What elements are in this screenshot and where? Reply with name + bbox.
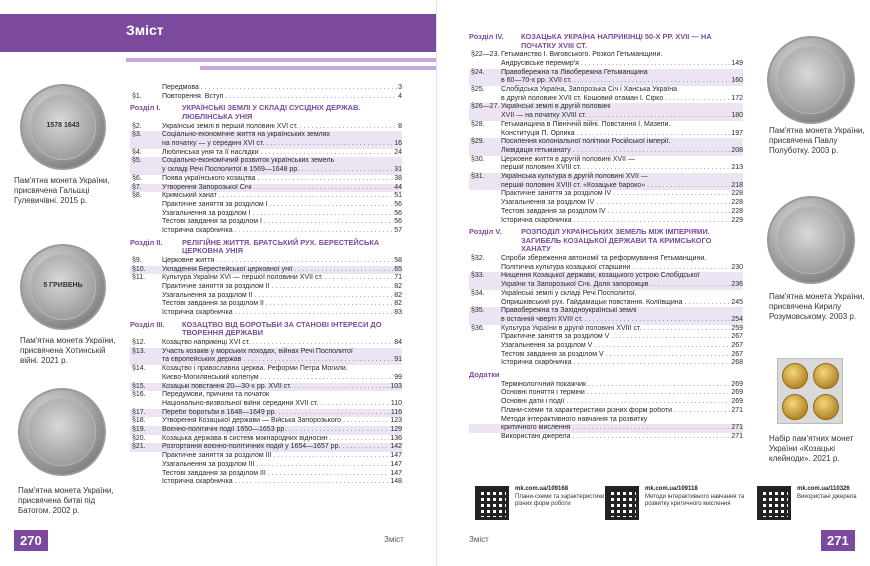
toc-entry[interactable] (469, 217, 743, 226)
toc-entry[interactable] (130, 309, 402, 318)
toc-entry[interactable] (469, 138, 743, 147)
toc-entry[interactable] (469, 103, 743, 112)
toc-entry-page: 3 (398, 84, 402, 91)
toc-entry-page: 228 (731, 199, 743, 207)
toc-entry-title: Козацтво і православна церква. Реформи Петра Могили. (162, 365, 348, 373)
coin-set-image (777, 358, 843, 424)
toc-entry-title: критичного мислення . . . (501, 424, 730, 433)
toc-entry-title: Слобідська Україна, Запорозька Січ і Ханська Україна (501, 86, 677, 93)
toc-entry[interactable] (130, 339, 402, 348)
coin-caption: Пам'ятна монета України, присвячена Хотинській війні. 2021 р. (20, 336, 116, 365)
toc-section-label: Розділ ІІ. (130, 237, 163, 247)
toc-entry[interactable] (469, 398, 743, 407)
toc-entry[interactable] (469, 351, 743, 360)
toc-entry-page: 71 (394, 274, 402, 282)
toc-entry-page: 83 (394, 309, 402, 317)
toc-entry[interactable] (130, 266, 402, 275)
toc-entry-number: §22—23. (471, 51, 500, 59)
toc-entry[interactable] (469, 407, 743, 416)
toc-entry[interactable] (130, 374, 402, 383)
toc-entry-title: першій половині XVIII ст. . . . (501, 164, 730, 173)
toc-entry-title: Історична скарбничка . . . (501, 217, 730, 226)
toc-entry-title: Воєнно-політичні події 1650—1653 рр. . . . (162, 426, 389, 435)
toc-entry-title: Узагальнення за розділом І . . . (162, 210, 393, 219)
coin-caption: Пам'ятна монета України, присвячена Кирилу Розумовському. 2003 р. (769, 292, 865, 321)
toc-entry-page: 103 (390, 382, 402, 390)
toc-entry[interactable] (469, 112, 743, 121)
toc-entry-page: 213 (731, 164, 743, 172)
toc-entry[interactable] (469, 359, 743, 368)
toc-entry-title: Практичне заняття за розділом IV . . . (501, 190, 730, 199)
toc-entry-title: Національно-визвольної війни середини XVII ст. . . . (162, 400, 390, 409)
toc-entry-page: 149 (731, 59, 743, 67)
coin-caption: Пам'ятна монета України, присвячена Гальшці Гулевичівні. 2015 р. (14, 176, 110, 205)
page-number: 270 (14, 530, 48, 551)
toc-entry-title: в другій половині XVII ст. Кошовий отаман І. Сірко . . . (501, 95, 730, 104)
toc-entry-title: Розгортання воєнно-політичних подій у 1654—1657 рр. . . . (162, 443, 389, 452)
toc-entry-title: Практичне заняття за розділом ІІ . . . (162, 283, 393, 292)
toc-entry[interactable] (469, 182, 743, 191)
toc-entry-title: Соціально-економічний розвиток українських земель (162, 157, 335, 165)
toc-entry-title: Правобережна та Лівобережна Гетьманщина (501, 68, 648, 76)
toc-section-title: КОЗАЦТВО ВІД БОРОТЬБИ ЗА СТАНОВІ ІНТЕРЕСИ ДО ТВОРЕННЯ ДЕРЖАВИ (182, 319, 382, 338)
toc-entry-number: §19. (132, 426, 146, 434)
toc-entry-page: 31 (394, 166, 402, 174)
toc-entry-page: 56 (394, 209, 402, 217)
toc-entry-title: Основні дати і події . . . (501, 398, 730, 407)
toc-section-heading[interactable] (469, 228, 743, 254)
toc-entry-title: Поява українського козацтва . . . (162, 175, 393, 184)
toc-entry[interactable] (130, 131, 402, 140)
toc-entry[interactable] (469, 199, 743, 208)
toc-entry-number: §11. (132, 274, 146, 282)
toc-entry[interactable] (130, 93, 402, 102)
toc-entry[interactable] (130, 292, 402, 301)
toc-entry[interactable] (130, 365, 402, 374)
toc-entry[interactable] (469, 281, 743, 290)
toc-entry-page: 147 (390, 460, 402, 468)
toc-entry-title: Культура України в другій половині XVIII ст. . . . (501, 325, 730, 334)
toc-entry-number: §25. (471, 86, 485, 93)
toc-entry-page: 4 (398, 92, 402, 100)
qr-link[interactable]: mk.com.ua/109118 Методи інтерактивного навчання та розвитку критичного мислення (645, 486, 745, 507)
toc-entry-title: Узагальнення за розділом ІІІ . . . (162, 461, 389, 470)
toc-entry-title: Культура України XVI — першої половини XVII ст. . . . (162, 274, 393, 283)
toc-entry[interactable] (130, 409, 402, 418)
toc-entry-page: 24 (394, 148, 402, 156)
toc-entry[interactable] (469, 299, 743, 308)
toc-section-heading[interactable] (130, 239, 402, 256)
toc-entry[interactable] (469, 424, 743, 433)
page-number: 271 (821, 530, 855, 551)
toc-entry-title: Участь козаків у морських походах, війнах Речі Посполитої (162, 347, 353, 355)
toc-entry-title: Спроби збереження автономії та реформування Гетьманщини. (501, 255, 707, 263)
toc-entry[interactable] (469, 147, 743, 156)
toc-section-title: УКРАЇНСЬКІ ЗЕМЛІ У СКЛАДІ СУСІДНІХ ДЕРЖАВ. ЛЮБЛІНСЬКА УНІЯ (182, 103, 361, 121)
toc-entry[interactable] (130, 192, 402, 201)
toc-entry[interactable] (469, 433, 743, 442)
toc-section-heading[interactable] (469, 371, 743, 380)
toc-entry-number: §8. (132, 192, 142, 200)
toc-entry-title: Тестові завдання за розділом ІІІ . . . (162, 470, 389, 479)
toc-entry[interactable] (469, 316, 743, 325)
toc-entry-number: §18. (132, 417, 146, 425)
toc-entry-page: 271 (731, 432, 743, 440)
toc-entry[interactable] (469, 130, 743, 139)
toc-entry[interactable] (469, 156, 743, 165)
toc-entry[interactable] (130, 300, 402, 309)
toc-entry-title: у складі Речі Посполитої в 1569—1648 рр. . . . (162, 166, 393, 175)
toc-entry-title: Історична скарбничка . . . (162, 227, 393, 236)
toc-entry-title: Тестові завдання за розділом ІІ . . . (162, 300, 393, 309)
toc-entry[interactable] (469, 164, 743, 173)
toc-section-label: Розділ V. (469, 227, 502, 237)
footer-label: Зміст (469, 535, 489, 544)
coin-image: 1578 1643 (20, 84, 106, 170)
toc-entry-title: Використані джерела . . . (501, 433, 730, 442)
toc-entry-number: §6. (132, 174, 142, 182)
toc-entry-title: Козацькі повстання 20—30-х рр. XVII ст. . . . (162, 383, 389, 392)
toc-entry-number: §2. (132, 122, 142, 130)
toc-entry-title: Козацька держава в системі міжнародних відносин . . . (162, 435, 389, 444)
toc-entry-page: 147 (390, 469, 402, 477)
toc-section-title: КОЗАЦЬКА УКРАЇНА НАПРИКІНЦІ 50-Х РР. XVII — НА ПОЧАТКУ XVIII СТ. (521, 32, 712, 50)
toc-entry-title: на початку — у середині XVI ст. . . . (162, 140, 393, 149)
toc-entry-page: 228 (731, 207, 743, 215)
toc-right (469, 30, 743, 442)
right-page (436, 0, 870, 566)
toc-entry[interactable] (130, 461, 402, 470)
toc-entry-page: 116 (390, 408, 402, 416)
toc-entry-title: Повторення. Вступ . . . (162, 93, 397, 102)
toc-section-heading[interactable] (130, 104, 402, 121)
toc-entry-title: Києво-Могилянський колегіум . . . (162, 374, 393, 383)
toc-entry-page: 269 (731, 380, 743, 388)
toc-entry-page: 148 (390, 478, 402, 486)
toc-entry-title: Історична скарбничка . . . (162, 478, 389, 487)
toc-entry-number: §24. (471, 68, 485, 76)
toc-entry-page: 267 (731, 333, 743, 341)
toc-entry[interactable] (130, 478, 402, 487)
toc-entry[interactable] (469, 86, 743, 95)
toc-entry[interactable] (130, 274, 402, 283)
toc-entry[interactable] (130, 201, 402, 210)
toc-entry-title: Ліквідація гетьманату . . . (501, 147, 730, 156)
toc-entry-title: Українські землі у складі Речі Посполитої. (501, 289, 637, 297)
toc-entry-title: Практичне заняття за розділом V . . . (501, 333, 730, 342)
toc-entry[interactable] (130, 210, 402, 219)
toc-entry[interactable] (130, 257, 402, 266)
toc-entry-title: Узагальнення за розділом ІІ . . . (162, 292, 393, 301)
toc-entry-page: 123 (390, 417, 402, 425)
toc-entry-page: 228 (731, 190, 743, 198)
toc-entry-number: §13. (132, 347, 146, 355)
toc-entry-page: 84 (394, 339, 402, 347)
toc-entry-title: Утворення Козацької держави — Війська Запорозького . . . (162, 417, 389, 426)
toc-entry-page: 91 (394, 356, 402, 364)
toc-entry-page: 82 (394, 291, 402, 299)
toc-entry-title: Опришківський рух. Гайдамацькі повстання. Коліївщина . . . (501, 299, 730, 308)
toc-entry[interactable] (130, 383, 402, 392)
toc-entry-title: Плани-схеми та характеристики різних форм роботи . . . (501, 407, 730, 416)
toc-entry-title: Тестові завдання за розділом IV . . . (501, 208, 730, 217)
toc-entry-number: §21. (132, 443, 146, 451)
toc-entry-number: §31. (471, 173, 485, 181)
toc-entry[interactable] (130, 123, 402, 132)
qr-code[interactable] (475, 486, 509, 520)
toc-entry-title: Правобережна та Західноукраїнські землі (501, 307, 637, 315)
toc-entry-number: §7. (132, 183, 142, 191)
toc-section-heading[interactable] (469, 33, 743, 50)
toc-entry[interactable] (469, 381, 743, 390)
toc-entry-page: 269 (731, 398, 743, 406)
toc-entry[interactable] (130, 443, 402, 452)
toc-entry[interactable] (130, 426, 402, 435)
toc-entry-number: §14. (132, 365, 146, 373)
toc-entry-page: 56 (394, 218, 402, 226)
toc-entry-page: 254 (731, 315, 743, 323)
coin-image (18, 388, 106, 476)
toc-entry-page: 271 (731, 406, 743, 414)
toc-entry[interactable] (130, 348, 402, 357)
toc-entry-number: §33. (471, 272, 485, 280)
toc-entry-page: 269 (731, 389, 743, 397)
toc-section-label: Розділ ІІІ. (130, 319, 165, 329)
toc-entry-title: Люблінська унія та її наслідки . . . (162, 149, 393, 158)
toc-entry-title: Основні поняття і терміни . . . (501, 389, 730, 398)
toc-entry[interactable] (130, 184, 402, 193)
toc-entry[interactable] (469, 69, 743, 78)
toc-entry[interactable] (469, 255, 743, 264)
qr-link[interactable]: mk.com.ua/109168 Плани-схеми та характеристики різних форм роботи (515, 486, 605, 507)
toc-entry-page: 142 (390, 443, 402, 451)
toc-entry[interactable] (130, 157, 402, 166)
toc-entry-title: та європейських держав . . . (162, 356, 393, 365)
toc-entry-page: 180 (731, 112, 743, 120)
toc-entry-title: Кримський ханат . . . (162, 192, 393, 201)
toc-entry-title: Передмова . . . (162, 84, 397, 93)
toc-entry[interactable] (469, 121, 743, 130)
toc-entry-title: першій половині XVIII ст. «Козацьке бароко» . . . (501, 182, 730, 191)
toc-entry-page: 99 (394, 373, 402, 381)
toc-entry-page: 229 (731, 216, 743, 224)
toc-entry-title: Термінологічний покажчик . . . (501, 381, 730, 390)
toc-entry-page: 271 (731, 424, 743, 432)
toc-entry-number: §15. (132, 382, 146, 390)
toc-entry[interactable] (130, 400, 402, 409)
toc-entry-page: 136 (390, 434, 402, 442)
toc-entry[interactable] (469, 342, 743, 351)
footer-label: Зміст (384, 535, 404, 544)
toc-entry-page: 16 (394, 140, 402, 147)
toc-entry-title: Практичне заняття за розділом І . . . (162, 201, 393, 210)
toc-entry-page: 230 (731, 263, 743, 271)
toc-entry[interactable] (469, 389, 743, 398)
toc-entry-page: 57 (394, 227, 402, 235)
toc-entry-title: Посилення колоніальної політики Російської імперії. (501, 138, 671, 146)
toc-entry-title: Нищення Козацької держави, козацького устрою Слобідської (501, 272, 700, 280)
toc-entry-page: 38 (394, 174, 402, 182)
toc-entry[interactable] (130, 218, 402, 227)
toc-entry-title: Утворення Запорозької Січі . . . (162, 184, 393, 193)
toc-entry-title: Українська культура в другій половині XVII — (501, 173, 648, 181)
toc-entry[interactable] (130, 470, 402, 479)
decor-stripe (200, 66, 436, 70)
toc-entry-page: 58 (394, 256, 402, 264)
toc-entry-page: 82 (394, 300, 402, 308)
toc-entry[interactable] (469, 290, 743, 299)
toc-entry[interactable] (130, 166, 402, 175)
page-title: Зміст (126, 22, 164, 38)
toc-entry-page: 245 (731, 298, 743, 306)
toc-entry-title: Українські землі в другій половині (501, 103, 611, 111)
toc-entry[interactable] (469, 333, 743, 342)
toc-entry-page: 172 (731, 94, 743, 102)
toc-entry[interactable] (130, 227, 402, 236)
toc-entry-number: §35. (471, 307, 485, 315)
toc-entry[interactable] (130, 417, 402, 426)
toc-entry-title: Укладення Берестейської церковної унії . . . (162, 266, 393, 275)
qr-code[interactable] (757, 486, 791, 520)
toc-entry-title: України та Запорозької Січі. Доля запорожців . . . (501, 281, 730, 290)
toc-entry[interactable] (469, 173, 743, 182)
toc-entry-number: §34. (471, 289, 485, 297)
toc-entry-number: §20. (132, 434, 146, 442)
toc-entry-page: 82 (394, 283, 402, 291)
toc-entry[interactable] (130, 84, 402, 93)
toc-entry[interactable] (469, 208, 743, 217)
coin-caption: Пам'ятна монета України, присвячена Павлу Полуботку. 2003 р. (769, 126, 865, 155)
toc-entry-page: 51 (394, 192, 402, 200)
toc-section-heading[interactable] (130, 321, 402, 338)
toc-section-title: РЕЛІГІЙНЕ ЖИТТЯ. БРАТСЬКИЙ РУХ. БЕРЕСТЕЙСЬКА ЦЕРКОВНА УНІЯ (182, 237, 380, 256)
toc-entry-title: Гетьманство І. Виговського. Розкол Гетьманщини. (501, 51, 663, 59)
toc-entry[interactable] (469, 307, 743, 316)
toc-entry-number: §5. (132, 157, 142, 165)
toc-entry-page: 8 (398, 122, 402, 130)
toc-entry-number: §4. (132, 148, 142, 156)
toc-entry-title: Українські землі в першій половині XVI ст. . . . (162, 123, 397, 132)
toc-entry[interactable] (469, 272, 743, 281)
toc-entry-title: Узагальнення за розділом IV . . . (501, 199, 730, 208)
toc-entry-number: §29. (471, 138, 485, 146)
toc-entry-number: §3. (132, 131, 142, 139)
toc-entry-title: Гетьманщина в Північній війні. Повстання І. Мазепи. (501, 120, 671, 128)
toc-entry[interactable] (130, 140, 402, 149)
toc-entry-page: 267 (731, 350, 743, 358)
coin-image (767, 36, 855, 124)
toc-entry[interactable] (130, 435, 402, 444)
toc-entry[interactable] (130, 391, 402, 400)
toc-entry-page: 56 (394, 200, 402, 208)
toc-entry-page: 268 (731, 359, 743, 367)
toc-entry-number: §26—27. (471, 103, 500, 111)
toc-section-title: РОЗПОДІЛ УКРАЇНСЬКИХ ЗЕМЕЛЬ МІЖ ІМПЕРІЯМИ. ЗАГИБЕЛЬ КОЗАЦЬКОЇ ДЕРЖАВИ ТА КРИМСЬКОГО ХАНАТУ (521, 227, 712, 254)
toc-entry-page: 208 (731, 146, 743, 154)
toc-entry-number: §16. (132, 391, 146, 399)
toc-entry-number: §32. (471, 255, 485, 263)
toc-entry-title: Політична культура козацької старшини . . . (501, 264, 730, 273)
toc-entry-number: §30. (471, 155, 485, 163)
toc-entry-title: Історична скарбничка . . . (162, 309, 393, 318)
decor-stripe (126, 58, 436, 62)
toc-entry-title: Узагальнення за розділом V . . . (501, 342, 730, 351)
toc-entry-title: Тестові завдання за розділом V . . . (501, 351, 730, 360)
toc-entry-number: §17. (132, 408, 146, 416)
toc-entry-title: Методи інтерактивного навчання та розвитку (501, 415, 648, 423)
toc-entry-page: 197 (731, 129, 743, 137)
toc-entry[interactable] (469, 60, 743, 69)
toc-entry[interactable] (130, 356, 402, 365)
toc-entry-title: Практичне заняття за розділом ІІІ . . . (162, 452, 389, 461)
toc-entry-title: Тестові завдання за розділом І . . . (162, 218, 393, 227)
toc-section-title (521, 371, 743, 380)
toc-entry-title: Передумови, причини та початок (162, 391, 270, 399)
toc-entry-number: §36. (471, 324, 485, 332)
toc-entry-page: 129 (390, 426, 402, 434)
toc-entry-number: §1. (132, 92, 142, 100)
toc-entry-title: Андрусівське перемир'я . . . (501, 60, 730, 69)
toc-entry-page: 147 (390, 452, 402, 460)
toc-entry-title: в 60—70-х рр. XVII ст. . . . (501, 77, 730, 86)
toc-entry-title: Історична скарбничка . . . (501, 359, 730, 368)
toc-entry[interactable] (469, 77, 743, 86)
toc-entry-page: 160 (731, 77, 743, 85)
toc-entry-number: §28. (471, 120, 485, 128)
toc-entry-number: §10. (132, 265, 146, 273)
toc-entry-number: §9. (132, 256, 142, 264)
coin-caption: Пам'ятна монета України, присвячена битві під Батогом. 2002 р. (18, 486, 114, 515)
toc-entry-title: XVII — на початку XVIII ст. . . . (501, 112, 730, 121)
toc-left (130, 84, 402, 487)
toc-entry-page: 218 (731, 181, 743, 189)
toc-section-label: Додатки (469, 370, 500, 380)
toc-entry[interactable] (130, 283, 402, 292)
toc-entry-title: в останній чверті XVIII ст. . . . (501, 316, 730, 325)
toc-entry-title: Соціально-економічне життя на українських землях (162, 131, 331, 139)
toc-entry[interactable] (130, 452, 402, 461)
toc-entry[interactable] (469, 325, 743, 334)
toc-entry-page: 259 (731, 324, 743, 332)
qr-link[interactable]: mk.com.ua/110326 Використані джерела (797, 486, 857, 500)
toc-entry-page: 110 (390, 399, 402, 407)
toc-section-label: Розділ IV. (469, 32, 504, 41)
toc-entry-page: 65 (394, 265, 402, 273)
qr-code[interactable] (605, 486, 639, 520)
toc-entry-title: Церковне життя в другій половині XVII — (501, 155, 635, 163)
toc-entry-title: Конституція П. Орлика . . . (501, 130, 730, 139)
toc-entry[interactable] (469, 190, 743, 199)
toc-section-label: Розділ І. (130, 103, 161, 113)
toc-entry[interactable] (469, 51, 743, 60)
toc-entry-page: 267 (731, 342, 743, 350)
toc-entry-title: Козацтво наприкінці XVI ст. . . . (162, 339, 393, 348)
header-banner (0, 14, 436, 52)
toc-entry[interactable] (469, 416, 743, 425)
toc-entry[interactable] (130, 175, 402, 184)
toc-entry-title: Церковне життя . . . (162, 257, 393, 266)
coin-image (767, 196, 855, 284)
coin-image: 5 ГРИВЕНЬ (20, 244, 106, 330)
toc-entry-title: Перебіг боротьби в 1648—1649 рр. . . . (162, 409, 390, 418)
toc-entry-page: 236 (731, 281, 743, 289)
toc-entry-number: §12. (132, 339, 146, 347)
coin-caption: Набір пам'ятних монет України «Козацькі клейноди». 2021 р. (769, 434, 854, 463)
toc-entry-page: 44 (394, 183, 402, 191)
